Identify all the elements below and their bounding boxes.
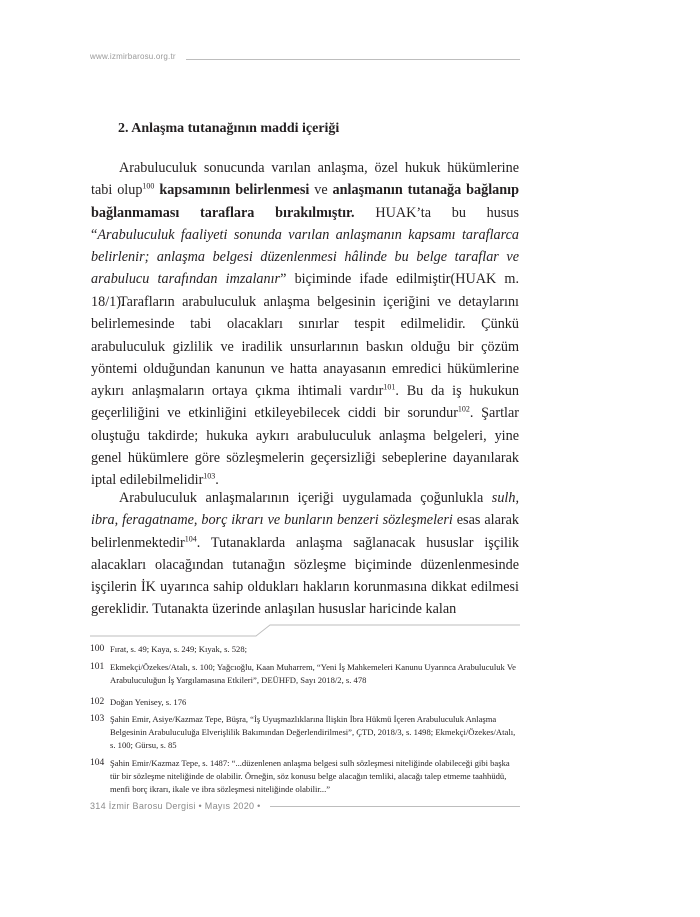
footnote bbox=[90, 696, 520, 709]
footnote-number: 104 bbox=[90, 758, 105, 768]
italic-quote: Arabuluculuk faaliyeti sonunda varılan anlaşmanın kapsamı taraflarca belirlenir; anlaşma belgesi düzenlenmesi hâlinde bu belge taraflar ve arabulucu tarafından imzalanır bbox=[91, 226, 519, 288]
footnote bbox=[90, 661, 520, 687]
text: . bbox=[215, 472, 219, 489]
footer-rule bbox=[270, 806, 520, 807]
text: Tarafların arabuluculuk anlaşma belgesinin içeriğini ve detaylarını belirlemesinde tabi olacakları sınırlar tespit edilmelidir. Çünkü arabuluculuk gizlilik ve iradilik unsurlarının baskın olduğu bir çözüm yöntemi olduğundan kanunun ve hatta anayasanın emredici hükümlerine aykırı anlaşmaların ortaya çıkma ihtimali vardır bbox=[91, 294, 519, 400]
footnote-text: Şahin Emir, Asiye/Kazmaz Tepe, Büşra, “İş Uyuşmazlıklarına İlişkin İbra Hükmü İçeren Arabuluculuk Anlaşma Belgesinin Arabuluculuğa Elverişlilik Bakımından Değerlendirilmesi”, ÇTD, 2018/3, s. 1498; Ekmekçi/Özekes/Atalı, s. 100; Gürsu, s. 85 bbox=[110, 714, 516, 750]
footnote-number: 103 bbox=[90, 714, 105, 724]
text: . Şartlar oluştuğu takdirde; hukuka aykırı arabuluculuk anlaşma belgeleri, yine genel hükümlere göre sözleşmelerin geçersizliği sebeplerine dayanılarak iptal edilebilmelidir bbox=[91, 405, 519, 489]
footnote-number: 101 bbox=[90, 662, 105, 672]
footnote-ref[interactable]: 103 bbox=[203, 471, 216, 481]
section-title: 2. Anlaşma tutanağının maddi içeriği bbox=[118, 121, 340, 136]
footnote-text: Ekmekçi/Özekes/Atalı, s. 100; Yağcıoğlu, Kaan Muharrem, “Yeni İş Mahkemeleri Kanunu Uyarınca Arabuluculuk Ve Arabuluculuğun İş Yargılamasına Etkileri”, DEÜHFD, Sayı 2018/2, s. 478 bbox=[110, 662, 516, 685]
text: Arabuluculuk sonucunda varılan anlaşma, özel hukuk hükümlerine tabi olup bbox=[91, 160, 519, 199]
text: ” biçiminde ifade edilmiştir(HUAK m. 18/1). bbox=[91, 271, 519, 310]
text: . Tutanaklarda anlaşma sağlanacak hususlar işçilik alacakları olacağından tutanağın sözleşme biçiminde düzenlenmesinde işçilerin İK uyarınca sahip oldukları hakların korunmasına dikkat edilmesi gereklidir. Tutanakta üzerinde anlaşılan hususlar haricinde kalan bbox=[91, 534, 519, 618]
footnote-ref[interactable]: 100 bbox=[142, 181, 155, 191]
text: . Bu da iş hukukun geçerliliğini ve etkinliğini etkileyebilecek ciddi bir sorundur bbox=[91, 383, 519, 422]
footnote bbox=[90, 643, 520, 656]
footnote bbox=[90, 713, 520, 752]
body-paragraph bbox=[91, 487, 519, 621]
body-paragraph bbox=[91, 157, 519, 313]
footnote-separator bbox=[90, 622, 520, 642]
footnote-number: 100 bbox=[90, 644, 105, 654]
footnote-number: 102 bbox=[90, 697, 105, 707]
text: HUAK’ta bu husus “ bbox=[91, 204, 520, 243]
header-url[interactable]: www.izmirbarosu.org.tr bbox=[90, 52, 176, 61]
italic-text: sulh, ibra, feragatname, borç ikrarı ve bunların benzeri sözleşmeleri bbox=[91, 490, 519, 529]
text: Arabuluculuk anlaşmalarının içeriği uygulamada çoğunlukla bbox=[119, 490, 492, 506]
header-rule bbox=[186, 59, 520, 60]
footnote-text: Şahin Emir/Kazmaz Tepe, s. 1487: “...düzenlenen anlaşma belgesi sulh sözleşmesi niteliğinde olabileceği gibi başka tür bir sözleşme niteliğinde de olabilir. Örneğin, söz konusu belge alacağın temliki, alacağı talep etmeme taahhüdü, menfi borç ikrarı, ikale ve ibra sözleşmesi niteliğinde olabilir...” bbox=[110, 758, 510, 794]
footnote-text: Fırat, s. 49; Kaya, s. 249; Kıyak, s. 528; bbox=[110, 644, 248, 654]
text: ve bbox=[309, 182, 333, 199]
body-paragraph bbox=[91, 291, 519, 492]
footnote bbox=[90, 757, 520, 796]
footer-text: 314 İzmir Barosu Dergisi • Mayıs 2020 • bbox=[90, 801, 261, 811]
footnote-ref[interactable]: 101 bbox=[383, 382, 396, 392]
bold-text: kapsamının belirlenmesi bbox=[159, 182, 310, 199]
text: esas alarak belirlenmektedir bbox=[91, 512, 519, 551]
bold-text: anlaşmanın tutanağa bağlanıp bağlanmaması taraflara bırakılmıştır. bbox=[91, 182, 519, 221]
footnote-ref[interactable]: 102 bbox=[457, 404, 470, 414]
footnote-text: Doğan Yenisey, s. 176 bbox=[110, 697, 187, 707]
footnote-ref[interactable]: 104 bbox=[184, 533, 197, 543]
